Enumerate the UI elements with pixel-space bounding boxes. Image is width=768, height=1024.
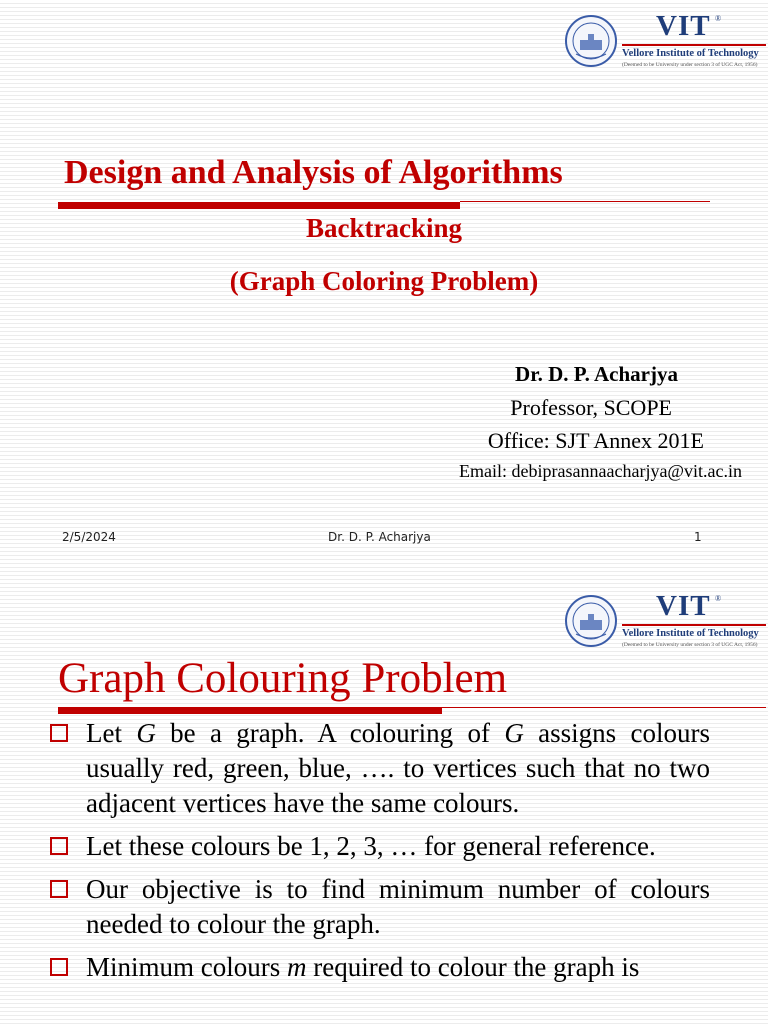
slide-title: Design and Analysis of Algorithms [64, 154, 563, 191]
university-seal-icon [564, 594, 618, 648]
square-bullet-icon [50, 837, 68, 855]
footer-page-number: 1 [694, 530, 702, 544]
logo-institute-name: Vellore Institute of Technology [622, 48, 759, 59]
logo-wordmark: VIT [656, 10, 711, 42]
author-email: Email: debiprasannaacharjya@vit.ac.in [459, 461, 742, 481]
footer-author: Dr. D. P. Acharjya [328, 530, 431, 544]
title-rule-thick [58, 707, 442, 714]
logo-divider [622, 624, 766, 626]
author-position: Professor, SCOPE [510, 395, 672, 420]
square-bullet-icon [50, 958, 68, 976]
content-slide [0, 576, 768, 1024]
logo-registered-mark: ® [715, 14, 722, 23]
slide-subtitle-problem: (Graph Coloring Problem) [229, 266, 539, 296]
slide-subtitle-topic: Backtracking [305, 213, 462, 243]
vit-logo [564, 10, 766, 74]
bullet-item: Minimum colours m required to colour the graph is [48, 950, 710, 985]
university-seal-icon [564, 14, 618, 68]
logo-divider [622, 44, 766, 46]
vit-logo [564, 590, 766, 654]
author-name: Dr. D. P. Acharjya [515, 362, 678, 386]
logo-registered-mark: ® [715, 594, 722, 603]
slide-title: Graph Colouring Problem [58, 655, 508, 702]
title-rule-thin [460, 201, 710, 202]
title-rule-thick [58, 202, 460, 209]
logo-tagline: (Deemed to be University under section 3 of UGC Act, 1956) [622, 62, 758, 68]
logo-wordmark: VIT [656, 590, 711, 622]
bullet-list [48, 716, 710, 985]
logo-institute-name: Vellore Institute of Technology [622, 628, 759, 639]
title-rule-thin [442, 707, 766, 708]
footer-date: 2/5/2024 [62, 530, 116, 544]
bullet-item: Our objective is to find minimum number of colours needed to colour the graph. [48, 872, 710, 942]
square-bullet-icon [50, 880, 68, 898]
bullet-item: Let G be a graph. A colouring of G assigns colours usually red, green, blue, …. to vertices such that no two adjacent vertices have the same colours. [48, 716, 710, 821]
square-bullet-icon [50, 724, 68, 742]
logo-tagline: (Deemed to be University under section 3 of UGC Act, 1956) [622, 642, 758, 648]
bullet-item: Let these colours be 1, 2, 3, … for general reference. [48, 829, 710, 864]
author-office: Office: SJT Annex 201E [487, 428, 704, 453]
